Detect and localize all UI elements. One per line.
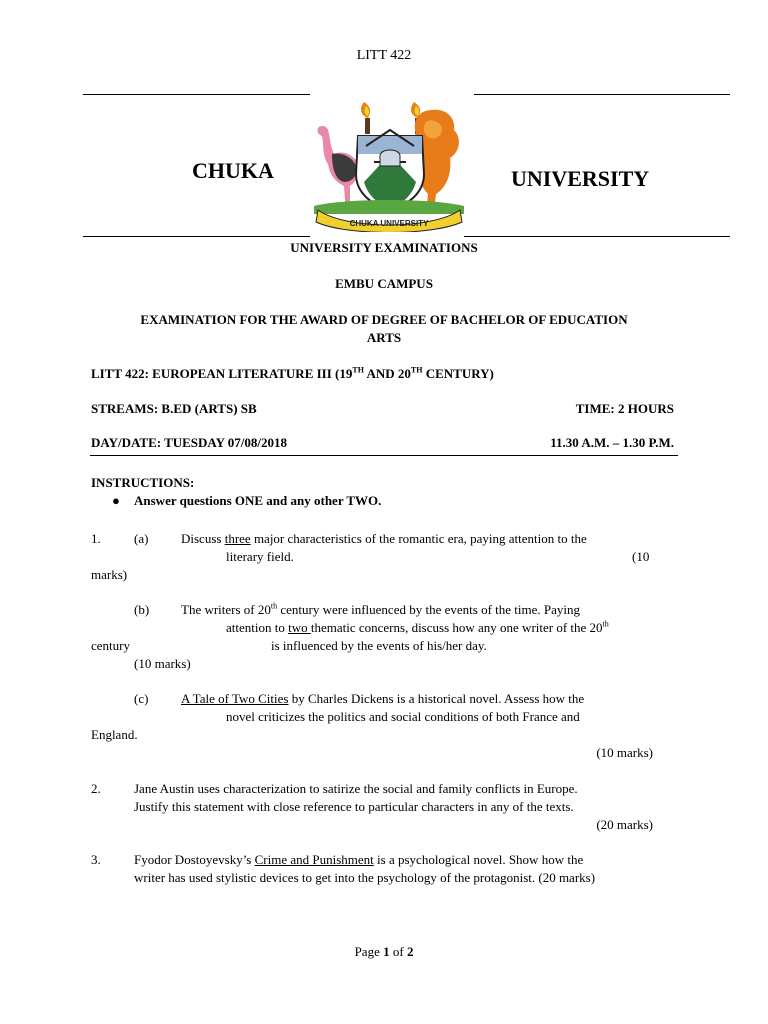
q1c-label: (c) bbox=[134, 691, 149, 706]
q3-line1: Fyodor Dostoyevsky’s Crime and Punishment is a psychological novel. Show how the bbox=[134, 852, 584, 867]
crest-icon bbox=[306, 96, 472, 232]
award-title-line1: EXAMINATION FOR THE AWARD OF DEGREE OF BACHELOR OF EDUCATION bbox=[140, 312, 628, 327]
q1b-line3-right: is influenced by the events of his/her day. bbox=[271, 638, 487, 653]
university-word-chuka: CHUKA bbox=[192, 158, 274, 183]
q1a-marks: (10 bbox=[632, 549, 650, 564]
q2-line2: Justify this statement with close reference to particular characters in any of the texts. bbox=[134, 799, 574, 814]
q1b-label: (b) bbox=[134, 602, 150, 617]
mid-rule-left bbox=[83, 236, 310, 237]
svg-text:CHUKA UNIVERSITY: CHUKA UNIVERSITY bbox=[349, 219, 429, 228]
page-number: Page 1 of 2 bbox=[354, 944, 414, 959]
q3-number: 3. bbox=[91, 852, 101, 867]
top-rule-right bbox=[474, 94, 730, 95]
q2-number: 2. bbox=[91, 781, 101, 796]
instruction-bullet-icon: ● bbox=[112, 493, 120, 508]
q1a-line1: Discuss three major characteristics of the romantic era, paying attention to the bbox=[181, 531, 587, 546]
award-title-line2: ARTS bbox=[366, 330, 402, 345]
q1b-line2: attention to two thematic concerns, discuss how any one writer of the 20th bbox=[226, 619, 609, 635]
q1b-marks: (10 marks) bbox=[134, 656, 191, 671]
hours-label: 11.30 A.M. – 1.30 P.M. bbox=[550, 435, 674, 450]
q2-line1: Jane Austin uses characterization to satirize the social and family conflicts in Europe. bbox=[134, 781, 578, 796]
q1b-line1: The writers of 20th century were influenced by the events of the time. Paying bbox=[181, 601, 580, 617]
date-label: DAY/DATE: TUESDAY 07/08/2018 bbox=[91, 435, 288, 450]
q1a-marks-cont: marks) bbox=[91, 567, 128, 582]
q1b-line3-left: century bbox=[91, 638, 130, 653]
q1c-marks: (10 marks) bbox=[596, 745, 653, 760]
time-label: TIME: 2 HOURS bbox=[575, 401, 674, 416]
header-code: LITT 422 bbox=[356, 48, 412, 63]
instructions-heading: INSTRUCTIONS: bbox=[91, 475, 195, 490]
q1c-line1: A Tale of Two Cities by Charles Dickens is a historical novel. Assess how the bbox=[181, 691, 585, 706]
q1a-label: (a) bbox=[134, 531, 149, 546]
instruction-text: Answer questions ONE and any other TWO. bbox=[134, 493, 382, 508]
date-rule bbox=[90, 455, 678, 456]
course-title: LITT 422: EUROPEAN LITERATURE III (19TH AND 20TH CENTURY) bbox=[91, 365, 494, 381]
top-rule-left bbox=[83, 94, 310, 95]
q2-marks: (20 marks) bbox=[596, 817, 653, 832]
mid-rule-right bbox=[464, 236, 730, 237]
university-crest bbox=[306, 96, 472, 232]
campus-title: EMBU CAMPUS bbox=[335, 276, 433, 291]
university-word-university: UNIVERSITY bbox=[511, 166, 650, 191]
q3-line2: writer has used stylistic devices to get into the psychology of the protagonist. (20 marks) bbox=[134, 870, 596, 885]
streams-label: STREAMS: B.ED (ARTS) SB bbox=[91, 401, 257, 416]
q1c-line3: England. bbox=[91, 727, 138, 742]
exam-title: UNIVERSITY EXAMINATIONS bbox=[290, 240, 478, 255]
q1-number: 1. bbox=[91, 531, 101, 546]
q1a-line2: literary field. bbox=[226, 549, 294, 564]
q1c-line2: novel criticizes the politics and social conditions of both France and bbox=[226, 709, 580, 724]
